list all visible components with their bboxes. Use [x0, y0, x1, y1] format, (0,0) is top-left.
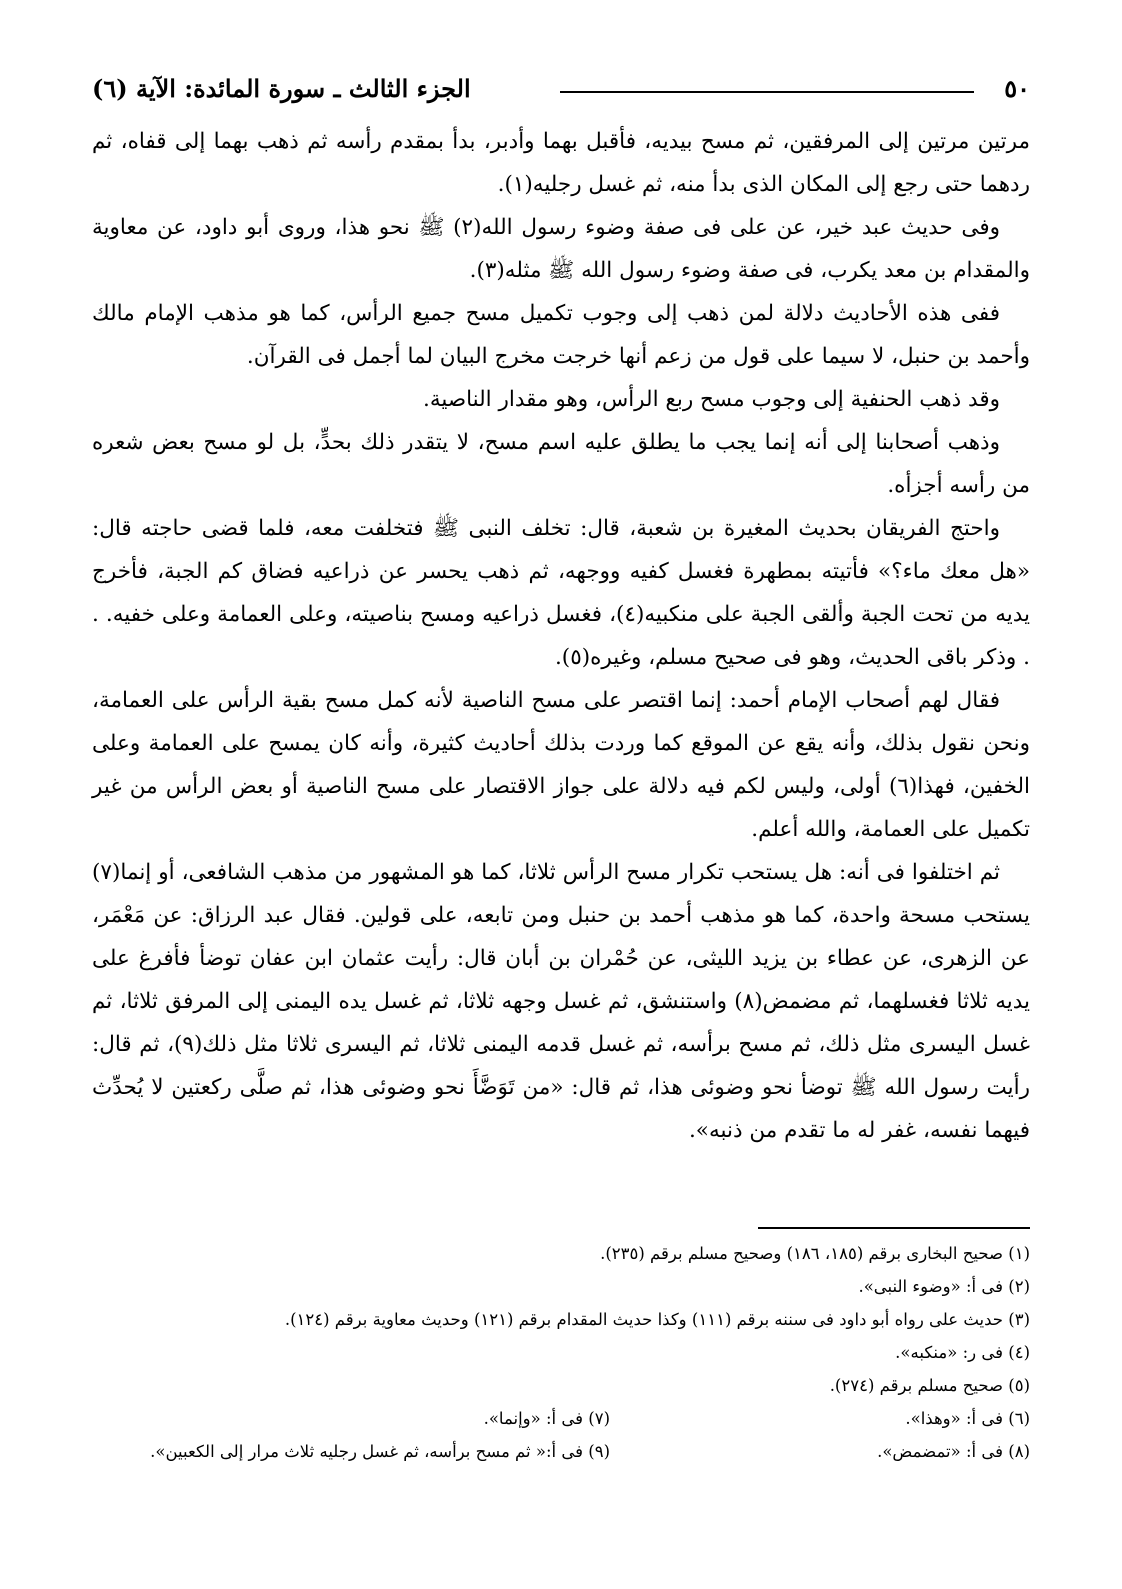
- footnote-separator: [758, 1227, 1030, 1229]
- footnote: (٧) فى أ: «وإنما».: [483, 1409, 610, 1428]
- paragraph: وفى حديث عبد خير، عن على فى صفة وضوء رسول الله(٢) ﷺ نحو هذا، وروى أبو داود، عن معاوية والمقدام بن معد يكرب، فى صفة وضوء رسول الله ﷺ مثله(٣).: [92, 215, 1030, 283]
- paragraph: فقال لهم أصحاب الإمام أحمد: إنما اقتصر على مسح الناصية لأنه كمل مسح بقية الرأس على العمامة، ونحن نقول بذلك، وأنه يقع عن الموقع كما وردت بذلك أحاديث كثيرة، وأنه كان يمسح على العمامة وعلى الخفين، فهذا(٦) أولى، وليس لكم فيه دلالة على جواز الاقتصار على مسح الناصية أو بعض الرأس من غير تكميل على العمامة، والله أعلم.: [92, 688, 1030, 842]
- paragraph: ففى هذه الأحاديث دلالة لمن ذهب إلى وجوب تكميل مسح جميع الرأس، كما هو مذهب الإمام مالك وأحمد بن حنبل، لا سيما على قول من زعم أنها خرجت مخرج البيان لما أجمل فى القرآن.: [92, 301, 1030, 369]
- page-number: ٥٠: [1004, 74, 1030, 103]
- paragraph: مرتين مرتين إلى المرفقين، ثم مسح بيديه، فأقبل بهما وأدبر، بدأ بمقدم رأسه ثم ذهب بهما إلى قفاه، ثم ردهما حتى رجع إلى المكان الذى بدأ منه، ثم غسل رجليه(١).: [92, 129, 1030, 197]
- paragraph: وقد ذهب الحنفية إلى وجوب مسح ربع الرأس، وهو مقدار الناصية.: [422, 387, 1000, 412]
- main-text: [92, 120, 1030, 1152]
- footnote: (٨) فى أ: «تمضمض».: [877, 1442, 1030, 1461]
- footnotes: [92, 1237, 1030, 1468]
- footnote: (٩) فى أ:« ثم مسح برأسه، ثم غسل رجليه ثلاث مرار إلى الكعبين».: [150, 1442, 610, 1461]
- footnote: (٤) فى ر: «منكبه».: [895, 1343, 1030, 1362]
- footnote: (٦) فى أ: «وهذا».: [905, 1409, 1030, 1428]
- footnote-row: [92, 1435, 1030, 1468]
- footnote: (٢) فى أ: «وضوء النبى».: [858, 1277, 1030, 1296]
- footnote: (٣) حديث على رواه أبو داود فى سننه برقم (١١١) وكذا حديث المقدام برقم (١٢١) وحديث معاوية برقم (١٢٤).: [284, 1310, 1030, 1329]
- running-title: الجزء الثالث ـ سورة المائدة: الآية (٦): [92, 74, 471, 103]
- paragraph: واحتج الفريقان بحديث المغيرة بن شعبة، قال: تخلف النبى ﷺ فتخلفت معه، فلما قضى حاجته قال: «هل معك ماء؟» فأتيته بمطهرة فغسل كفيه ووجهه، ثم ذهب يحسر عن ذراعيه فضاق كم الجبة، فأخرج يديه من تحت الجبة وألقى الجبة على منكبيه(٤)، فغسل ذراعيه ومسح بناصيته، وعلى العمامة وعلى خفيه. . . وذكر باقى الحديث، وهو فى صحيح مسلم، وغيره(٥).: [92, 516, 1030, 670]
- running-header: [92, 70, 1030, 110]
- footnote: (٥) صحيح مسلم برقم (٢٧٤).: [829, 1376, 1030, 1395]
- paragraph: وذهب أصحابنا إلى أنه إنما يجب ما يطلق عليه اسم مسح، لا يتقدر ذلك بحدٍّ، بل لو مسح بعض شعره من رأسه أجزأه.: [92, 430, 1030, 498]
- paragraph: ثم اختلفوا فى أنه: هل يستحب تكرار مسح الرأس ثلاثا، كما هو المشهور من مذهب الشافعى، أو إنما(٧) يستحب مسحة واحدة، كما هو مذهب أحمد بن حنبل ومن تابعه، على قولين. فقال عبد الرزاق: عن مَعْمَر، عن الزهرى، عن عطاء بن يزيد الليثى، عن حُمْران بن أبان قال: رأيت عثمان ابن عفان توضأ فأفرغ على يديه ثلاثا فغسلهما، ثم مضمض(٨) واستنشق، ثم غسل وجهه ثلاثا، ثم غسل يده اليمنى إلى المرفق ثلاثا، ثم غسل اليسرى مثل ذلك، ثم مسح برأسه، ثم غسل قدمه اليمنى ثلاثا، ثم اليسرى ثلاثا مثل ذلك(٩)، ثم قال: رأيت رسول الله ﷺ توضأ نحو وضوئى هذا، ثم قال: «من تَوَضَّأَ نحو وضوئى هذا، ثم صلَّى ركعتين لا يُحدِّث فيهما نفسه، غفر له ما تقدم من ذنبه».: [92, 860, 1031, 1143]
- header-rule: [560, 91, 974, 93]
- footnote: (١) صحيح البخارى برقم (١٨٥، ١٨٦) وصحيح مسلم برقم (٢٣٥).: [600, 1244, 1030, 1263]
- footnote-row: [92, 1402, 1030, 1435]
